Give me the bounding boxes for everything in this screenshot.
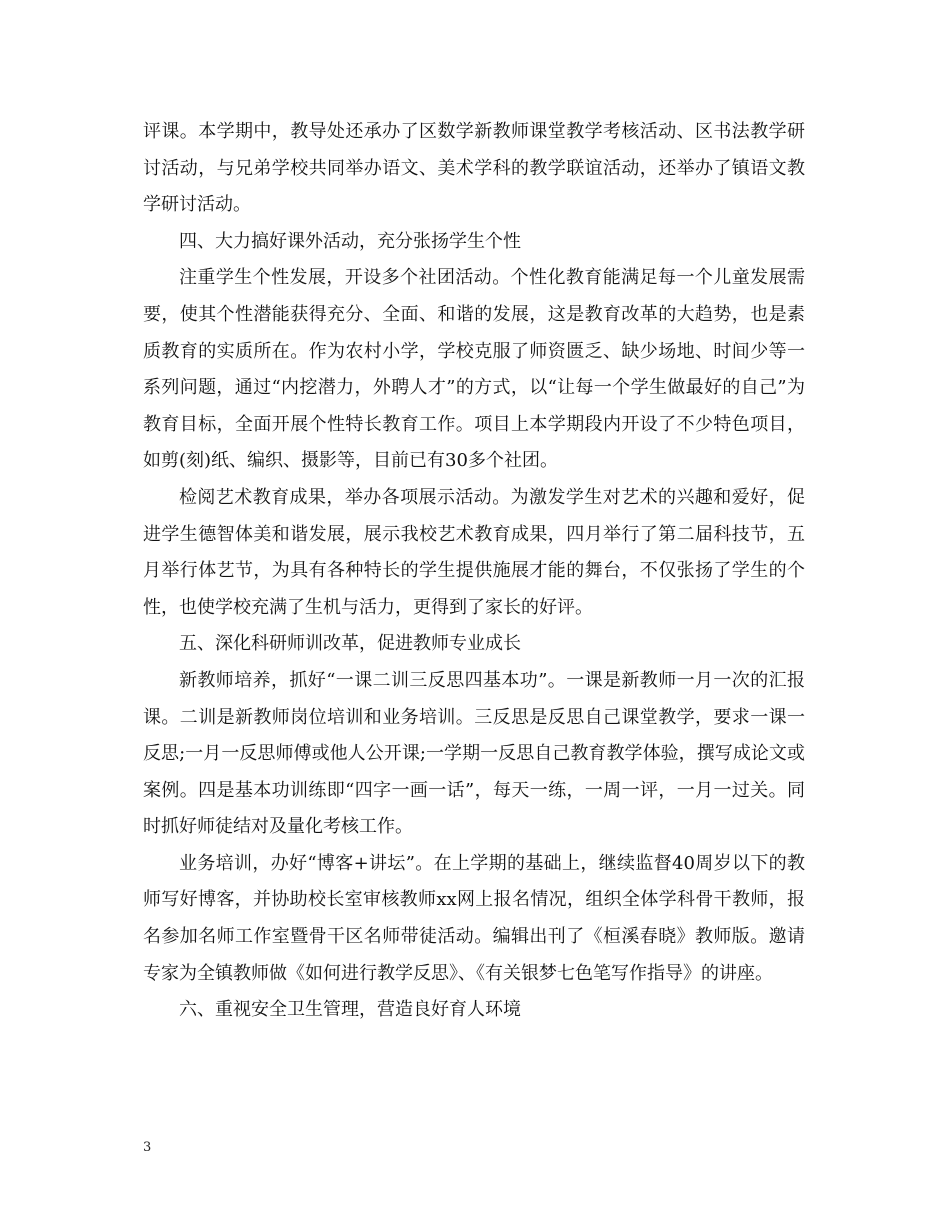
paragraph-art-education: 检阅艺术教育成果，举办各项展示活动。为激发学生对艺术的兴趣和爱好，促进学生德智体美和谐发展，展示我校艺术教育成果，四月举行了第二届科技节，五月举行体艺节，为具有各种特长的学生提供施展才能的舞台，不仅张扬了学生的个性，也使学校充满了生机与活力，更得到了家长的好评。: [143, 486, 805, 618]
paragraph-new-teacher-training: 新教师培养，抓好“一课二训三反思四基本功”。一课是新教师一月一次的汇报课。二训是新教师岗位培训和业务培训。三反思是反思自己课堂教学，要求一课一反思;一月一反思师傅或他人公开课;一学期一反思自己教育教学体验，撰写成论文或案例。四是基本功训练即“四字一画一话”，每天一练，一周一评，一月一过关。同时抓好师徒结对及量化考核工作。: [143, 669, 805, 838]
section-heading-six: 六、重视安全卫生管理，营造良好育人环境: [179, 999, 521, 1021]
page-number: 3: [143, 1140, 152, 1155]
paragraph-clubs: 注重学生个性发展，开设多个社团活动。个性化教育能满足每一个儿童发展需要，使其个性潜能获得充分、全面、和谐的发展，这是教育改革的大趋势，也是素质教育的实质所在。作为农村小学，学校克服了师资匮乏、缺少场地、时间少等一系列问题，通过“内挖潜力，外聘人才”的方式，以“让每一个学生做最好的自己”为教育目标，全面开展个性特长教育工作。项目上本学期段内开设了不少特色项目，如剪(刻)纸、编织、摄影等，目前已有30多个社团。: [143, 267, 805, 472]
paragraph-continued: 评课。本学期中，教导处还承办了区数学新教师课堂教学考核活动、区书法教学研讨活动，与兄弟学校共同举办语文、美术学科的教学联谊活动，还举办了镇语文教学研讨活动。: [143, 121, 805, 216]
paragraph-business-training: 业务培训，办好“博客+讲坛”。在上学期的基础上，继续监督40周岁以下的教师写好博客，并协助校长室审核教师xx网上报名情况，组织全体学科骨干教师，报名参加名师工作室暨骨干区名师带徒活动。编辑出刊了《桓溪春晓》教师版。邀请专家为全镇教师做《如何进行教学反思》、《有关银梦七色笔写作指导》的讲座。: [143, 852, 805, 984]
section-heading-five: 五、深化科研师训改革，促进教师专业成长: [179, 633, 521, 655]
section-heading-four: 四、大力搞好课外活动，充分张扬学生个性: [179, 230, 521, 252]
document-body: [143, 114, 805, 1029]
